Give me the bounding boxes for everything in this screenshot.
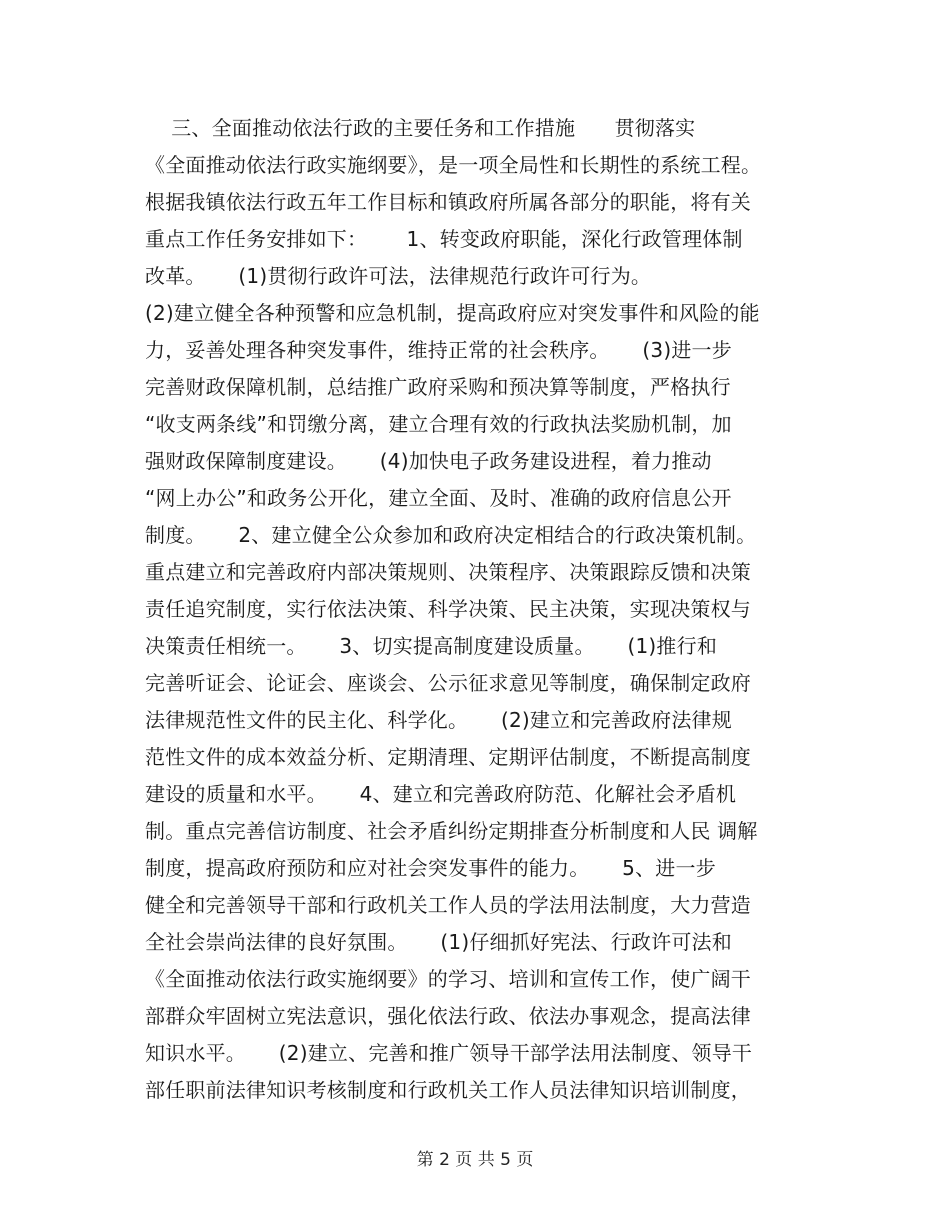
page-footer: 第 2 页 共 5 页 [416,1150,534,1170]
text-line: 《全面推动依法行政实施纲要》的学习、培训和宣传工作，使广阔干 [145,967,751,991]
text-line: 责任追究制度，实行依法决策、科学决策、民主决策，实现决策权与 [145,597,751,621]
text-line: 制度。 2、建立健全公众参加和政府决定相结合的行政决策机制。 [145,523,757,547]
text-line: 《全面推动依法行政实施纲要》，是一项全局性和长期性的系统工程。 [145,153,762,177]
text-line: 根据我镇依法行政五年工作目标和镇政府所属各部分的职能，将有关 [145,190,751,214]
text-line: 健全和完善领导干部和行政机关工作人员的学法用法制度，大力营造 [145,893,751,917]
text-line: (2)建立健全各种预警和应急机制，提高政府应对突发事件和风险的能 [145,301,760,325]
text-line: 完善财政保障机制，总结推广政府采购和预决算等制度，严格执行 [145,375,731,399]
text-line: 改革。 (1)贯彻行政许可法，法律规范行政许可行为。 [145,264,652,288]
text-line: 决策责任相统一。 3、切实提高制度建设质量。 (1)推行和 [145,634,718,658]
text-line: 法律规范性文件的民主化、科学化。 (2)建立和完善政府法律规 [145,708,732,732]
text-line: 完善听证会、论证会、座谈会、公示征求意见等制度，确保制定政府 [145,671,751,695]
text-line: 建设的质量和水平。 4、建立和完善政府防范、化解社会矛盾机 [145,782,737,806]
text-line: 制度，提高政府预防和应对社会突发事件的能力。 5、进一步 [145,856,716,880]
text-line: 全社会崇尚法律的良好氛围。 (1)仔细抓好宪法、行政许可法和 [145,930,732,954]
text-line: 三、全面推动依法行政的主要任务和工作措施 贯彻落实 [145,116,696,140]
text-line: 部群众牢固树立宪法意识，强化依法行政、依法办事观念，提高法律 [145,1004,751,1028]
text-line: 部任职前法律知识考核制度和行政机关工作人员法律知识培训制度， [145,1078,751,1102]
text-line: 强财政保障制度建设。 (4)加快电子政务建设进程，着力推动 [145,449,712,473]
text-line: 范性文件的成本效益分析、定期清理、定期评估制度，不断提高制度 [145,745,751,769]
text-line: “收支两条线”和罚缴分离，建立合理有效的行政执法奖励机制，加 [145,412,732,436]
text-line: 重点建立和完善政府内部决策规则、决策程序、决策跟踪反馈和决策 [145,560,751,584]
text-line: 制。重点完善信访制度、社会矛盾纠纷定期排查分析制度和人民 调解 [145,819,758,843]
text-line: 知识水平。 (2)建立、完善和推广领导干部学法用法制度、领导干 [145,1041,753,1065]
text-line: 力，妥善处理各种突发事件，维持正常的社会秩序。 (3)进一步 [145,338,732,362]
text-line: “网上办公”和政务公开化，建立全面、及时、准确的政府信息公开 [145,486,732,510]
text-line: 重点工作任务安排如下： 1、转变政府职能，深化行政管理体制 [145,227,743,251]
document-body [145,110,805,1109]
